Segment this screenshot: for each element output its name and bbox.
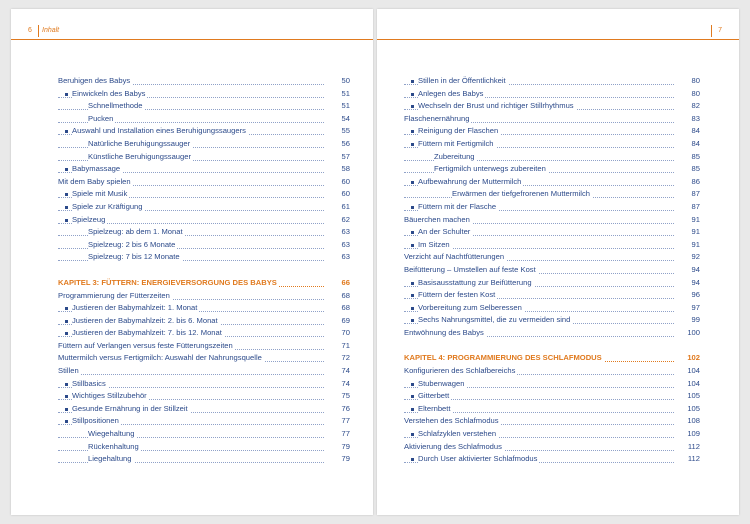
toc-page-number: 69 xyxy=(340,315,350,328)
toc-page-number: 54 xyxy=(340,113,350,126)
toc-entry[interactable] xyxy=(58,378,350,391)
bullet-icon xyxy=(65,320,68,323)
toc-entry[interactable] xyxy=(404,163,700,176)
toc-entry-title: Füttern mit der Flasche xyxy=(418,201,497,211)
toc-page-number: 105 xyxy=(685,403,700,416)
bullet-icon xyxy=(411,93,414,96)
toc-page-number: 104 xyxy=(685,378,700,391)
bullet-icon xyxy=(65,168,68,171)
bullet-icon xyxy=(411,143,414,146)
toc-entry-title: Justieren der Babymahlzeit: 7. bis 12. Monat xyxy=(72,328,222,338)
toc-spacer xyxy=(404,339,700,352)
toc-entry[interactable] xyxy=(58,88,350,101)
toc-page-number: 75 xyxy=(340,390,350,403)
toc-entry-title: Beifütterung – Umstellen auf feste Kost xyxy=(404,264,536,274)
toc-page-number: 96 xyxy=(690,289,700,302)
bullet-icon xyxy=(411,408,414,411)
toc-entry[interactable] xyxy=(58,352,350,365)
toc-entry[interactable] xyxy=(404,138,700,151)
toc-entry[interactable] xyxy=(58,226,350,239)
toc-page-number: 102 xyxy=(685,352,700,365)
toc-entry-title: Spielzeug: 2 bis 6 Monate xyxy=(88,239,176,249)
bullet-icon xyxy=(411,206,414,209)
toc-entry[interactable] xyxy=(58,251,350,264)
toc-entry[interactable] xyxy=(58,214,350,227)
bullet-icon xyxy=(411,383,414,386)
toc-entry[interactable] xyxy=(58,201,350,214)
toc-entry-title: Gesunde Ernährung in der Stillzeit xyxy=(72,403,188,413)
toc-entry[interactable] xyxy=(58,390,350,403)
toc-entry[interactable] xyxy=(404,327,700,340)
toc-entry[interactable] xyxy=(404,378,700,391)
toc-entry[interactable] xyxy=(404,415,700,428)
bullet-icon xyxy=(411,231,414,234)
toc-entry[interactable] xyxy=(404,403,700,416)
bullet-icon xyxy=(65,193,68,196)
toc-entry[interactable] xyxy=(58,453,350,466)
toc-entry-title: Fertigmilch unterwegs zubereiten xyxy=(434,164,546,174)
toc-column-right xyxy=(404,75,700,466)
toc-entry[interactable] xyxy=(404,201,700,214)
toc-entry[interactable] xyxy=(404,88,700,101)
toc-page-number: 60 xyxy=(340,188,350,201)
bullet-icon xyxy=(411,80,414,83)
bullet-icon xyxy=(411,282,414,285)
toc-spacer xyxy=(58,264,350,277)
toc-entry-title: Füttern auf Verlangen versus feste Fütterungszeiten xyxy=(58,340,233,350)
toc-entry-title: Entwöhnung des Babys xyxy=(404,327,484,337)
toc-entry-title: Elternbett xyxy=(418,403,451,413)
toc-entry-title: Rückenhaltung xyxy=(88,441,139,451)
toc-entry-title: Sechs Nahrungsmittel, die zu vermeiden sind xyxy=(418,315,571,325)
toc-entry-title: Füttern mit Fertigmilch xyxy=(418,138,494,148)
left-page-number: 6 xyxy=(28,27,32,34)
toc-page-number: 112 xyxy=(686,441,700,454)
toc-page-number: 71 xyxy=(340,340,350,353)
toc-page-number: 105 xyxy=(685,390,700,403)
toc-page-number: 86 xyxy=(690,176,700,189)
toc-page-number: 104 xyxy=(685,365,700,378)
toc-entry[interactable] xyxy=(404,176,700,189)
toc-entry[interactable] xyxy=(58,403,350,416)
toc-page-number: 68 xyxy=(340,290,350,303)
toc-entry-title: Justieren der Babymahlzeit: 1. Monat xyxy=(72,303,198,313)
toc-entry[interactable] xyxy=(404,277,700,290)
toc-entry-title: Spielzeug xyxy=(72,214,106,224)
bullet-icon xyxy=(411,458,414,461)
toc-page-number: 70 xyxy=(340,327,350,340)
toc-entry[interactable] xyxy=(58,75,350,88)
toc-entry-title: Im Sitzen xyxy=(418,239,450,249)
right-page-header xyxy=(377,25,739,37)
toc-entry-title: Schnellmethode xyxy=(88,101,143,111)
toc-entry[interactable] xyxy=(404,314,700,327)
toc-entry[interactable] xyxy=(404,214,700,227)
toc-entry-title: Wichtiges Stillzubehör xyxy=(72,391,147,401)
bullet-icon xyxy=(65,307,68,310)
left-page xyxy=(11,9,373,515)
toc-entry-title: Verstehen des Schlafmodus xyxy=(404,416,499,426)
toc-page-number: 87 xyxy=(690,188,700,201)
right-page-number: 7 xyxy=(718,27,722,34)
bullet-icon xyxy=(65,395,68,398)
toc-entry[interactable] xyxy=(404,365,700,378)
toc-page-number: 99 xyxy=(690,314,700,327)
toc-entry-title: Wechseln der Brust und richtiger Stillrhythmus xyxy=(418,101,574,111)
toc-page-number: 68 xyxy=(340,302,350,315)
toc-page-number: 85 xyxy=(690,163,700,176)
right-page xyxy=(377,9,739,515)
toc-page-number: 58 xyxy=(340,163,350,176)
toc-page-number: 55 xyxy=(340,125,350,138)
toc-page-number: 100 xyxy=(685,327,700,340)
toc-entry[interactable] xyxy=(404,441,700,454)
toc-page-number: 62 xyxy=(340,214,350,227)
toc-page-number: 112 xyxy=(686,453,700,466)
toc-entry-title: Spielzeug: 7 bis 12 Monate xyxy=(88,252,180,262)
toc-entry-title: Muttermilch versus Fertigmilch: Auswahl der Nahrungsquelle xyxy=(58,353,262,363)
dot-leader xyxy=(58,374,324,375)
toc-entry-title: Spiele mit Musik xyxy=(72,189,128,199)
toc-entry-title: Beruhigen des Babys xyxy=(58,76,131,85)
toc-page-number: 74 xyxy=(340,378,350,391)
bullet-icon xyxy=(65,420,68,423)
toc-entry[interactable] xyxy=(58,125,350,138)
toc-column-left xyxy=(58,75,350,466)
left-page-header xyxy=(11,25,373,37)
bullet-icon xyxy=(65,206,68,209)
toc-entry-title: Spiele zur Kräftigung xyxy=(72,201,143,211)
toc-entry-title: Gitterbett xyxy=(418,391,450,401)
toc-entry[interactable] xyxy=(404,125,700,138)
toc-entry[interactable] xyxy=(58,239,350,252)
toc-entry-title: Spielzeug: ab dem 1. Monat xyxy=(88,227,183,237)
toc-entry[interactable] xyxy=(58,113,350,126)
toc-page-number: 80 xyxy=(690,88,700,101)
toc-entry-title: Auswahl und Installation eines Beruhigungssaugers xyxy=(72,126,246,136)
toc-page-number: 61 xyxy=(340,201,350,214)
toc-entry[interactable] xyxy=(58,290,350,303)
toc-entry[interactable] xyxy=(404,113,700,126)
toc-page-number: 87 xyxy=(690,201,700,214)
toc-page-number: 109 xyxy=(685,428,700,441)
bullet-icon xyxy=(65,408,68,411)
toc-entry-title: Stillen in der Öffentlichkeit xyxy=(418,76,506,85)
toc-entry[interactable] xyxy=(58,151,350,164)
toc-page-number: 51 xyxy=(340,88,350,101)
toc-page-number: 108 xyxy=(685,415,700,428)
toc-entry-title: Reinigung der Flaschen xyxy=(418,126,499,136)
toc-page-number: 66 xyxy=(340,277,350,290)
toc-entry[interactable] xyxy=(404,289,700,302)
toc-page-number: 63 xyxy=(340,226,350,239)
toc-entry-title: Stillpositionen xyxy=(72,416,119,426)
toc-entry-title: Erwärmen der tiefgefrorenen Muttermilch xyxy=(452,189,591,199)
toc-entry-title: Programmierung der Fütterzeiten xyxy=(58,290,170,300)
toc-entry[interactable] xyxy=(58,428,350,441)
toc-page-number: 92 xyxy=(690,251,700,264)
toc-entry-title: Schlafzyklen verstehen xyxy=(418,429,497,439)
bullet-icon xyxy=(411,433,414,436)
toc-page-number: 60 xyxy=(340,176,350,189)
toc-entry-title: Füttern der festen Kost xyxy=(418,290,496,300)
toc-page-number: 63 xyxy=(340,251,350,264)
bullet-icon xyxy=(65,332,68,335)
toc-entry-title: Pucken xyxy=(88,113,114,123)
toc-entry[interactable] xyxy=(58,365,350,378)
toc-page-number: 77 xyxy=(340,415,350,428)
toc-entry-title: Liegehaltung xyxy=(88,454,132,464)
toc-entry[interactable] xyxy=(404,226,700,239)
toc-entry[interactable] xyxy=(58,188,350,201)
toc-entry[interactable] xyxy=(404,100,700,113)
toc-entry-title: Durch User aktivierter Schlafmodus xyxy=(418,454,538,464)
toc-page-number: 91 xyxy=(690,239,700,252)
toc-entry-title: Bäuerchen machen xyxy=(404,214,470,224)
toc-entry[interactable] xyxy=(58,340,350,353)
toc-page-number: 50 xyxy=(340,75,350,88)
toc-entry[interactable] xyxy=(58,327,350,340)
header-divider xyxy=(711,25,712,37)
toc-page-number: 85 xyxy=(690,151,700,164)
toc-entry-title: Wiegehaltung xyxy=(88,429,135,439)
toc-entry-title: Babymassage xyxy=(72,164,121,174)
bullet-icon xyxy=(411,294,414,297)
toc-entry-title: Künstliche Beruhigungssauger xyxy=(88,151,192,161)
toc-entry[interactable] xyxy=(404,251,700,264)
toc-page-number: 83 xyxy=(690,113,700,126)
toc-entry-title: KAPITEL 4: PROGRAMMIERUNG DES SCHLAFMODUS xyxy=(404,353,602,363)
toc-chapter-heading[interactable] xyxy=(404,352,700,365)
toc-entry-title: Stillbasics xyxy=(72,378,106,388)
running-title: Inhalt xyxy=(42,27,60,34)
toc-entry-title: Stubenwagen xyxy=(418,378,465,388)
toc-entry-title: Einwickeln des Babys xyxy=(72,88,146,98)
toc-entry-title: Anlegen des Babys xyxy=(418,88,484,98)
toc-page-number: 82 xyxy=(690,100,700,113)
toc-entry-title: An der Schulter xyxy=(418,227,471,237)
toc-page-number: 91 xyxy=(690,214,700,227)
toc-entry[interactable] xyxy=(404,75,700,88)
toc-entry[interactable] xyxy=(404,428,700,441)
toc-page-number: 94 xyxy=(690,277,700,290)
toc-entry[interactable] xyxy=(58,441,350,454)
bullet-icon xyxy=(411,395,414,398)
toc-entry[interactable] xyxy=(404,151,700,164)
toc-page-number: 79 xyxy=(340,441,350,454)
toc-entry[interactable] xyxy=(404,453,700,466)
toc-entry[interactable] xyxy=(58,302,350,315)
header-rule xyxy=(377,39,739,40)
toc-entry[interactable] xyxy=(58,138,350,151)
toc-page-number: 57 xyxy=(340,151,350,164)
toc-entry-title: Natürliche Beruhigungssauger xyxy=(88,138,191,148)
bullet-icon xyxy=(411,105,414,108)
bullet-icon xyxy=(411,307,414,310)
toc-page-number: 94 xyxy=(690,264,700,277)
toc-entry-title: Justieren der Babymahlzeit: 2. bis 6. Monat xyxy=(72,315,218,325)
toc-entry[interactable] xyxy=(58,176,350,189)
header-divider xyxy=(38,25,39,37)
toc-entry[interactable] xyxy=(404,264,700,277)
toc-entry-title: KAPITEL 3: FÜTTERN: ENERGIEVERSORGUNG DES BABYS xyxy=(58,277,277,287)
toc-chapter-heading[interactable] xyxy=(58,277,350,290)
bullet-icon xyxy=(65,130,68,133)
toc-entry[interactable] xyxy=(58,163,350,176)
bullet-icon xyxy=(65,383,68,386)
toc-entry[interactable] xyxy=(404,239,700,252)
toc-page-number: 63 xyxy=(340,239,350,252)
toc-entry[interactable] xyxy=(404,302,700,315)
toc-page-number: 72 xyxy=(340,352,350,365)
toc-entry[interactable] xyxy=(58,315,350,328)
bullet-icon xyxy=(411,319,414,322)
toc-entry-title: Konfigurieren des Schlafbereichs xyxy=(404,366,516,376)
toc-page-number: 91 xyxy=(690,226,700,239)
toc-entry-title: Stillen xyxy=(58,366,79,376)
toc-entry-title: Flaschenernährung xyxy=(404,113,470,123)
toc-entry-title: Aktivierung des Schlafmodus xyxy=(404,441,502,451)
toc-entry[interactable] xyxy=(58,100,350,113)
header-rule xyxy=(11,39,373,40)
toc-entry-title: Zubereitung xyxy=(434,151,475,161)
toc-page-number: 77 xyxy=(340,428,350,441)
toc-page-number: 84 xyxy=(690,138,700,151)
bullet-icon xyxy=(411,244,414,247)
bullet-icon xyxy=(411,130,414,133)
toc-entry[interactable] xyxy=(58,415,350,428)
bullet-icon xyxy=(65,93,68,96)
toc-page-number: 76 xyxy=(340,403,350,416)
toc-entry[interactable] xyxy=(404,390,700,403)
toc-entry-title: Mit dem Baby spielen xyxy=(58,176,131,186)
toc-entry-title: Verzicht auf Nachtfütterungen xyxy=(404,252,505,262)
toc-page-number: 56 xyxy=(340,138,350,151)
toc-page-number: 79 xyxy=(340,453,350,466)
toc-page-number: 80 xyxy=(690,75,700,88)
toc-entry[interactable] xyxy=(404,188,700,201)
toc-page-number: 84 xyxy=(690,125,700,138)
bullet-icon xyxy=(411,181,414,184)
toc-entry-title: Vorbereitung zum Selberessen xyxy=(418,302,522,312)
toc-entry-title: Basisausstattung zur Beifütterung xyxy=(418,277,532,287)
bullet-icon xyxy=(65,219,68,222)
toc-entry-title: Aufbewahrung der Muttermilch xyxy=(418,176,522,186)
toc-page-number: 97 xyxy=(690,302,700,315)
toc-page-number: 74 xyxy=(340,365,350,378)
toc-page-number: 51 xyxy=(340,100,350,113)
